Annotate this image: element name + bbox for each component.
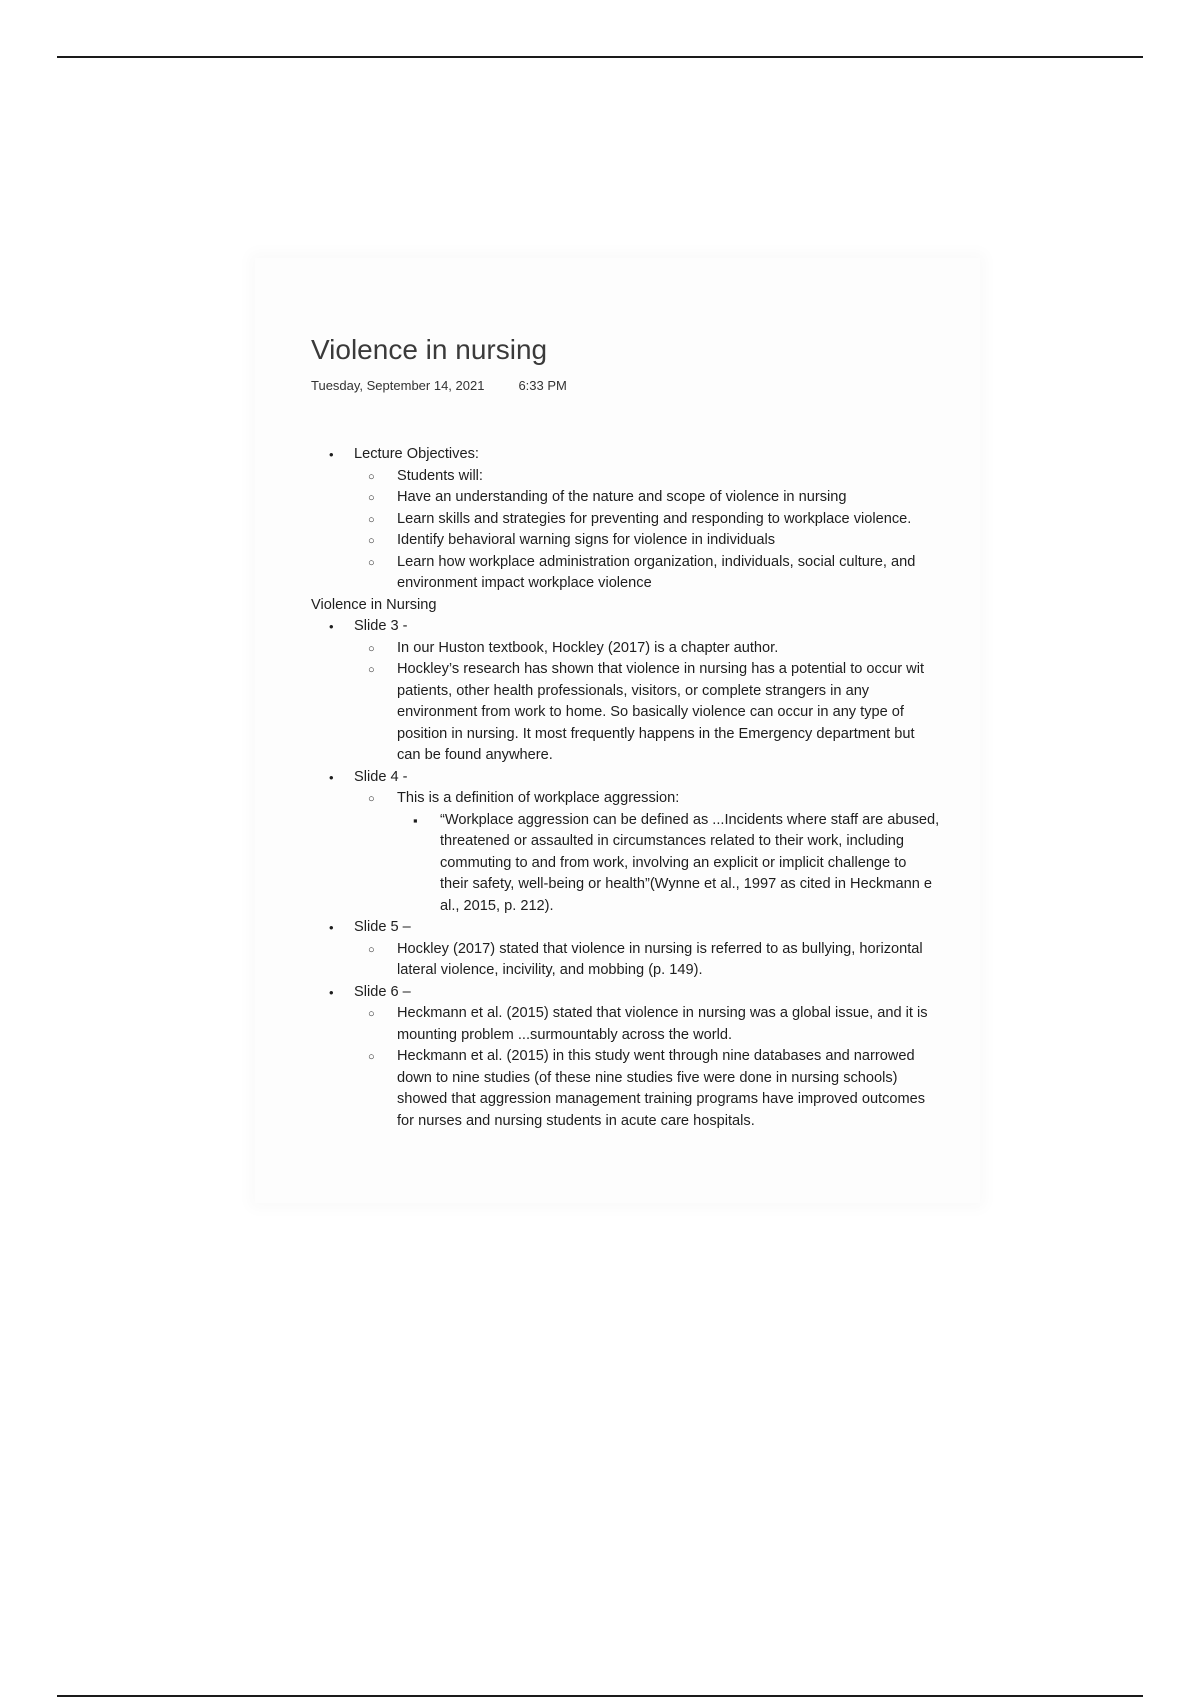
- list-item: [311, 444, 980, 466]
- list-item-text: can be found anywhere.: [397, 747, 553, 763]
- list-item: [311, 616, 980, 638]
- square-marker: ▪: [413, 812, 418, 828]
- bullet-marker: •: [329, 619, 334, 634]
- note-body: [311, 444, 980, 1132]
- list-item: [311, 552, 980, 595]
- list-item-text: Slide 3 -: [354, 618, 408, 634]
- list-item-text: Hockley (2017) stated that violence in nursing is referred to as bullying, horizontal: [397, 940, 923, 957]
- list-item: [311, 487, 980, 509]
- list-item-text: mounting problem ...surmountably across the world.: [397, 1026, 733, 1043]
- list-item-text: al., 2015, p. 212).: [440, 897, 554, 914]
- page-title: Violence in nursing: [311, 334, 548, 365]
- list-item-text: down to nine studies (of these nine studies five were done in nursing schools): [397, 1069, 898, 1086]
- circle-marker: ○: [368, 470, 375, 483]
- section-heading: [311, 595, 980, 617]
- list-item-text: Slide 6 –: [354, 983, 411, 1000]
- list-item-text: environment impact workplace violence: [397, 575, 652, 591]
- top-rule: [57, 56, 1143, 58]
- list-item: [311, 638, 980, 660]
- circle-marker: ○: [368, 492, 375, 504]
- note-page: [255, 258, 980, 1203]
- circle-marker: ○: [368, 1008, 375, 1020]
- list-item: [311, 466, 980, 488]
- list-item: [311, 788, 980, 810]
- list-item-text: environment from work to home. So basically violence can occur in any type of: [397, 704, 904, 720]
- list-item-text: This is a definition of workplace aggression:: [397, 790, 680, 806]
- list-item-text: position in nursing. It most frequently happens in the Emergency department but: [397, 725, 915, 742]
- bullet-marker: •: [329, 984, 334, 1000]
- circle-marker: ○: [368, 793, 375, 805]
- list-item-text: Identify behavioral warning signs for violence in individuals: [397, 532, 776, 548]
- list-item-text: Have an understanding of the nature and scope of violence in nursing: [397, 489, 847, 505]
- list-item: [311, 659, 980, 767]
- bullet-marker: •: [329, 447, 334, 462]
- list-item-text: for nurses and nursing students in acute care hospitals.: [397, 1112, 755, 1129]
- list-item-text: Learn how workplace administration organization, individuals, social culture, and: [397, 553, 916, 570]
- list-item-text: In our Huston textbook, Hockley (2017) is a chapter author.: [397, 639, 779, 656]
- circle-marker: ○: [368, 535, 375, 547]
- list-item-text: patients, other health professionals, visitors, or complete strangers in any: [397, 682, 870, 699]
- bullet-marker: •: [329, 769, 334, 785]
- list-item-text: Heckmann et al. (2015) in this study went through nine databases and narrowed: [397, 1048, 915, 1064]
- list-item-text: Learn skills and strategies for preventing and responding to workplace violence.: [397, 510, 912, 527]
- list-item: [311, 1003, 980, 1046]
- list-item-text: threatened or assaulted in circumstances related to their work, including: [440, 833, 904, 849]
- circle-marker: ○: [368, 1051, 375, 1063]
- section-heading-text: Violence in Nursing: [311, 596, 437, 613]
- list-item: [311, 917, 980, 939]
- list-item: [311, 767, 980, 789]
- list-item-text: Slide 4 -: [354, 768, 408, 785]
- list-item-text: “Workplace aggression can be defined as ...Incidents where staff are abused,: [440, 811, 940, 828]
- list-item-text: showed that aggression management training programs have improved outcomes: [397, 1091, 926, 1107]
- list-item-text: Hockley’s research has shown that violence in nursing has a potential to occur wit: [397, 661, 925, 677]
- list-item-text: lateral violence, incivility, and mobbing (p. 149).: [397, 962, 703, 978]
- list-item: [311, 939, 980, 982]
- note-time: 6:33 PM: [518, 378, 567, 393]
- list-item-text: Heckmann et al. (2015) stated that violence in nursing was a global issue, and it is: [397, 1005, 928, 1021]
- list-item-text: Students will:: [397, 467, 483, 484]
- list-item: [311, 509, 980, 531]
- bottom-rule: [57, 1695, 1143, 1697]
- list-item-text: commuting to and from work, involving an explicit or implicit challenge to: [440, 854, 907, 871]
- list-item: [311, 530, 980, 552]
- list-item-text: Slide 5 –: [354, 919, 411, 935]
- list-item: [311, 982, 980, 1004]
- note-datetime: [311, 378, 567, 393]
- note-date: Tuesday, September 14, 2021: [311, 378, 485, 393]
- list-item: [311, 810, 980, 918]
- circle-marker: ○: [368, 556, 375, 569]
- list-item-text: their safety, well-being or health”(Wynne et al., 1997 as cited in Heckmann e: [440, 876, 932, 892]
- circle-marker: ○: [368, 664, 375, 676]
- bullet-marker: •: [329, 920, 334, 935]
- circle-marker: ○: [368, 513, 375, 526]
- circle-marker: ○: [368, 943, 375, 956]
- circle-marker: ○: [368, 642, 375, 655]
- list-item-text: Lecture Objectives:: [354, 446, 479, 462]
- list-item: [311, 1046, 980, 1132]
